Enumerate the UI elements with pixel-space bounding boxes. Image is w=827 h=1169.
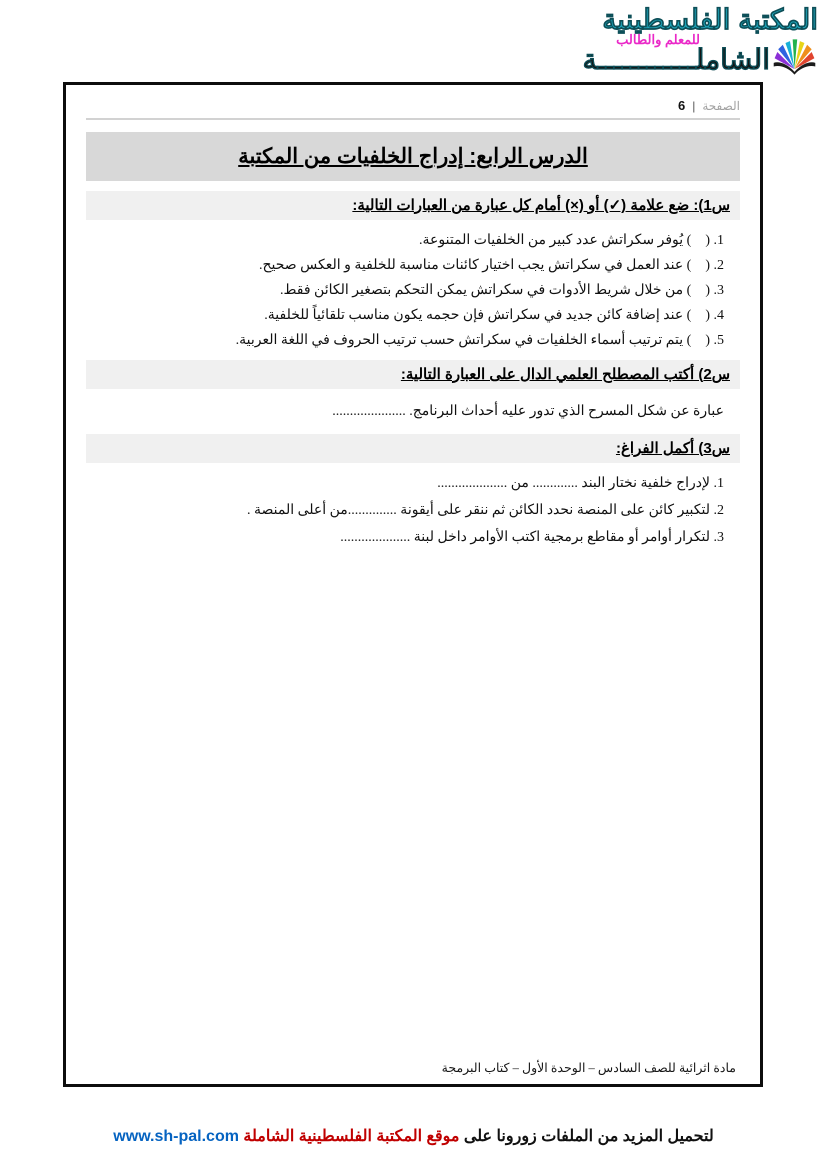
q1-list — [86, 232, 740, 350]
q1-item-1: 1. ( ) يُوفر سكراتش عدد كبير من الخلفيات المتنوعة. — [419, 233, 724, 248]
page-number-separator: | — [692, 98, 696, 113]
footer-site-name: موقع المكتبة الفلسطينية الشاملة — [243, 1128, 460, 1145]
q3-item-2: 2. لتكبير كائن على المنصة نحدد الكائن ثم ننقر على أيقونة ..............من أعلى المنصة . — [246, 503, 724, 518]
site-logo — [568, 4, 818, 75]
header-rule — [86, 118, 740, 120]
q1-item-4: 4. ( ) عند إضافة كائن جديد في سكراتش فإن حجمه يكون مناسب تلقائياً للخلفية. — [264, 308, 724, 323]
page-header — [86, 98, 740, 113]
q3-item-1: 1. لإدراج خلفية نختار البند ............. من .................... — [437, 476, 724, 491]
q3-list — [86, 475, 740, 547]
page-label: الصفحة — [702, 98, 740, 113]
footer-text: لتحميل المزيد من الملفات زورونا على — [463, 1128, 714, 1145]
q3-item-3: 3. لتكرار أوامر أو مقاطع برمجية اكتب الأوامر داخل لبنة .................... — [340, 530, 724, 545]
logo-title-line1: المكتبة الفلسطينية — [602, 4, 818, 35]
document-page — [63, 82, 763, 1087]
logo-subtitle: للمعلم والطالب — [616, 32, 700, 47]
q1-item-3: 3. ( ) من خلال شريط الأدوات في سكراتش يمكن التحكم بتصغير الكائن فقط. — [279, 283, 724, 298]
q1-item-5: 5. ( ) يتم ترتيب أسماء الخلفيات في سكراتش حسب ترتيب الحروف في اللغة العربية. — [235, 333, 724, 348]
q3-header: س3) أكمل الفراغ: — [615, 440, 730, 457]
logo-title-line2-text: الشاملــــــــــــة — [582, 44, 770, 75]
box-footer-note: مادة اثرائية للصف السادس – الوحدة الأول – كتاب البرمجة — [441, 1061, 736, 1075]
lesson-title-bar — [86, 132, 740, 181]
open-book-icon — [771, 38, 818, 75]
q1-header-bar — [86, 191, 740, 220]
lesson-title: الدرس الرابع: إدراج الخلفيات من المكتبة — [238, 145, 588, 168]
page-number: 6 — [677, 98, 686, 113]
q2-header-bar — [86, 360, 740, 389]
q3-header-bar — [86, 434, 740, 463]
q2-header: س2) أكتب المصطلح العلمي الدال على العبارة التالية: — [400, 366, 730, 383]
page-footer — [0, 1126, 827, 1146]
footer-url-link[interactable]: www.sh-pal.com — [113, 1128, 239, 1145]
q2-statement: عبارة عن شكل المسرح الذي تدور عليه أحداث البرنامج. ..................... — [332, 404, 724, 419]
q1-header: س1): ضع علامة (✓) أو (×) أمام كل عبارة من العبارات التالية: — [352, 197, 730, 214]
q1-item-2: 2. ( ) عند العمل في سكراتش يجب اختيار كائنات مناسبة للخلفية و العكس صحيح. — [258, 258, 724, 273]
